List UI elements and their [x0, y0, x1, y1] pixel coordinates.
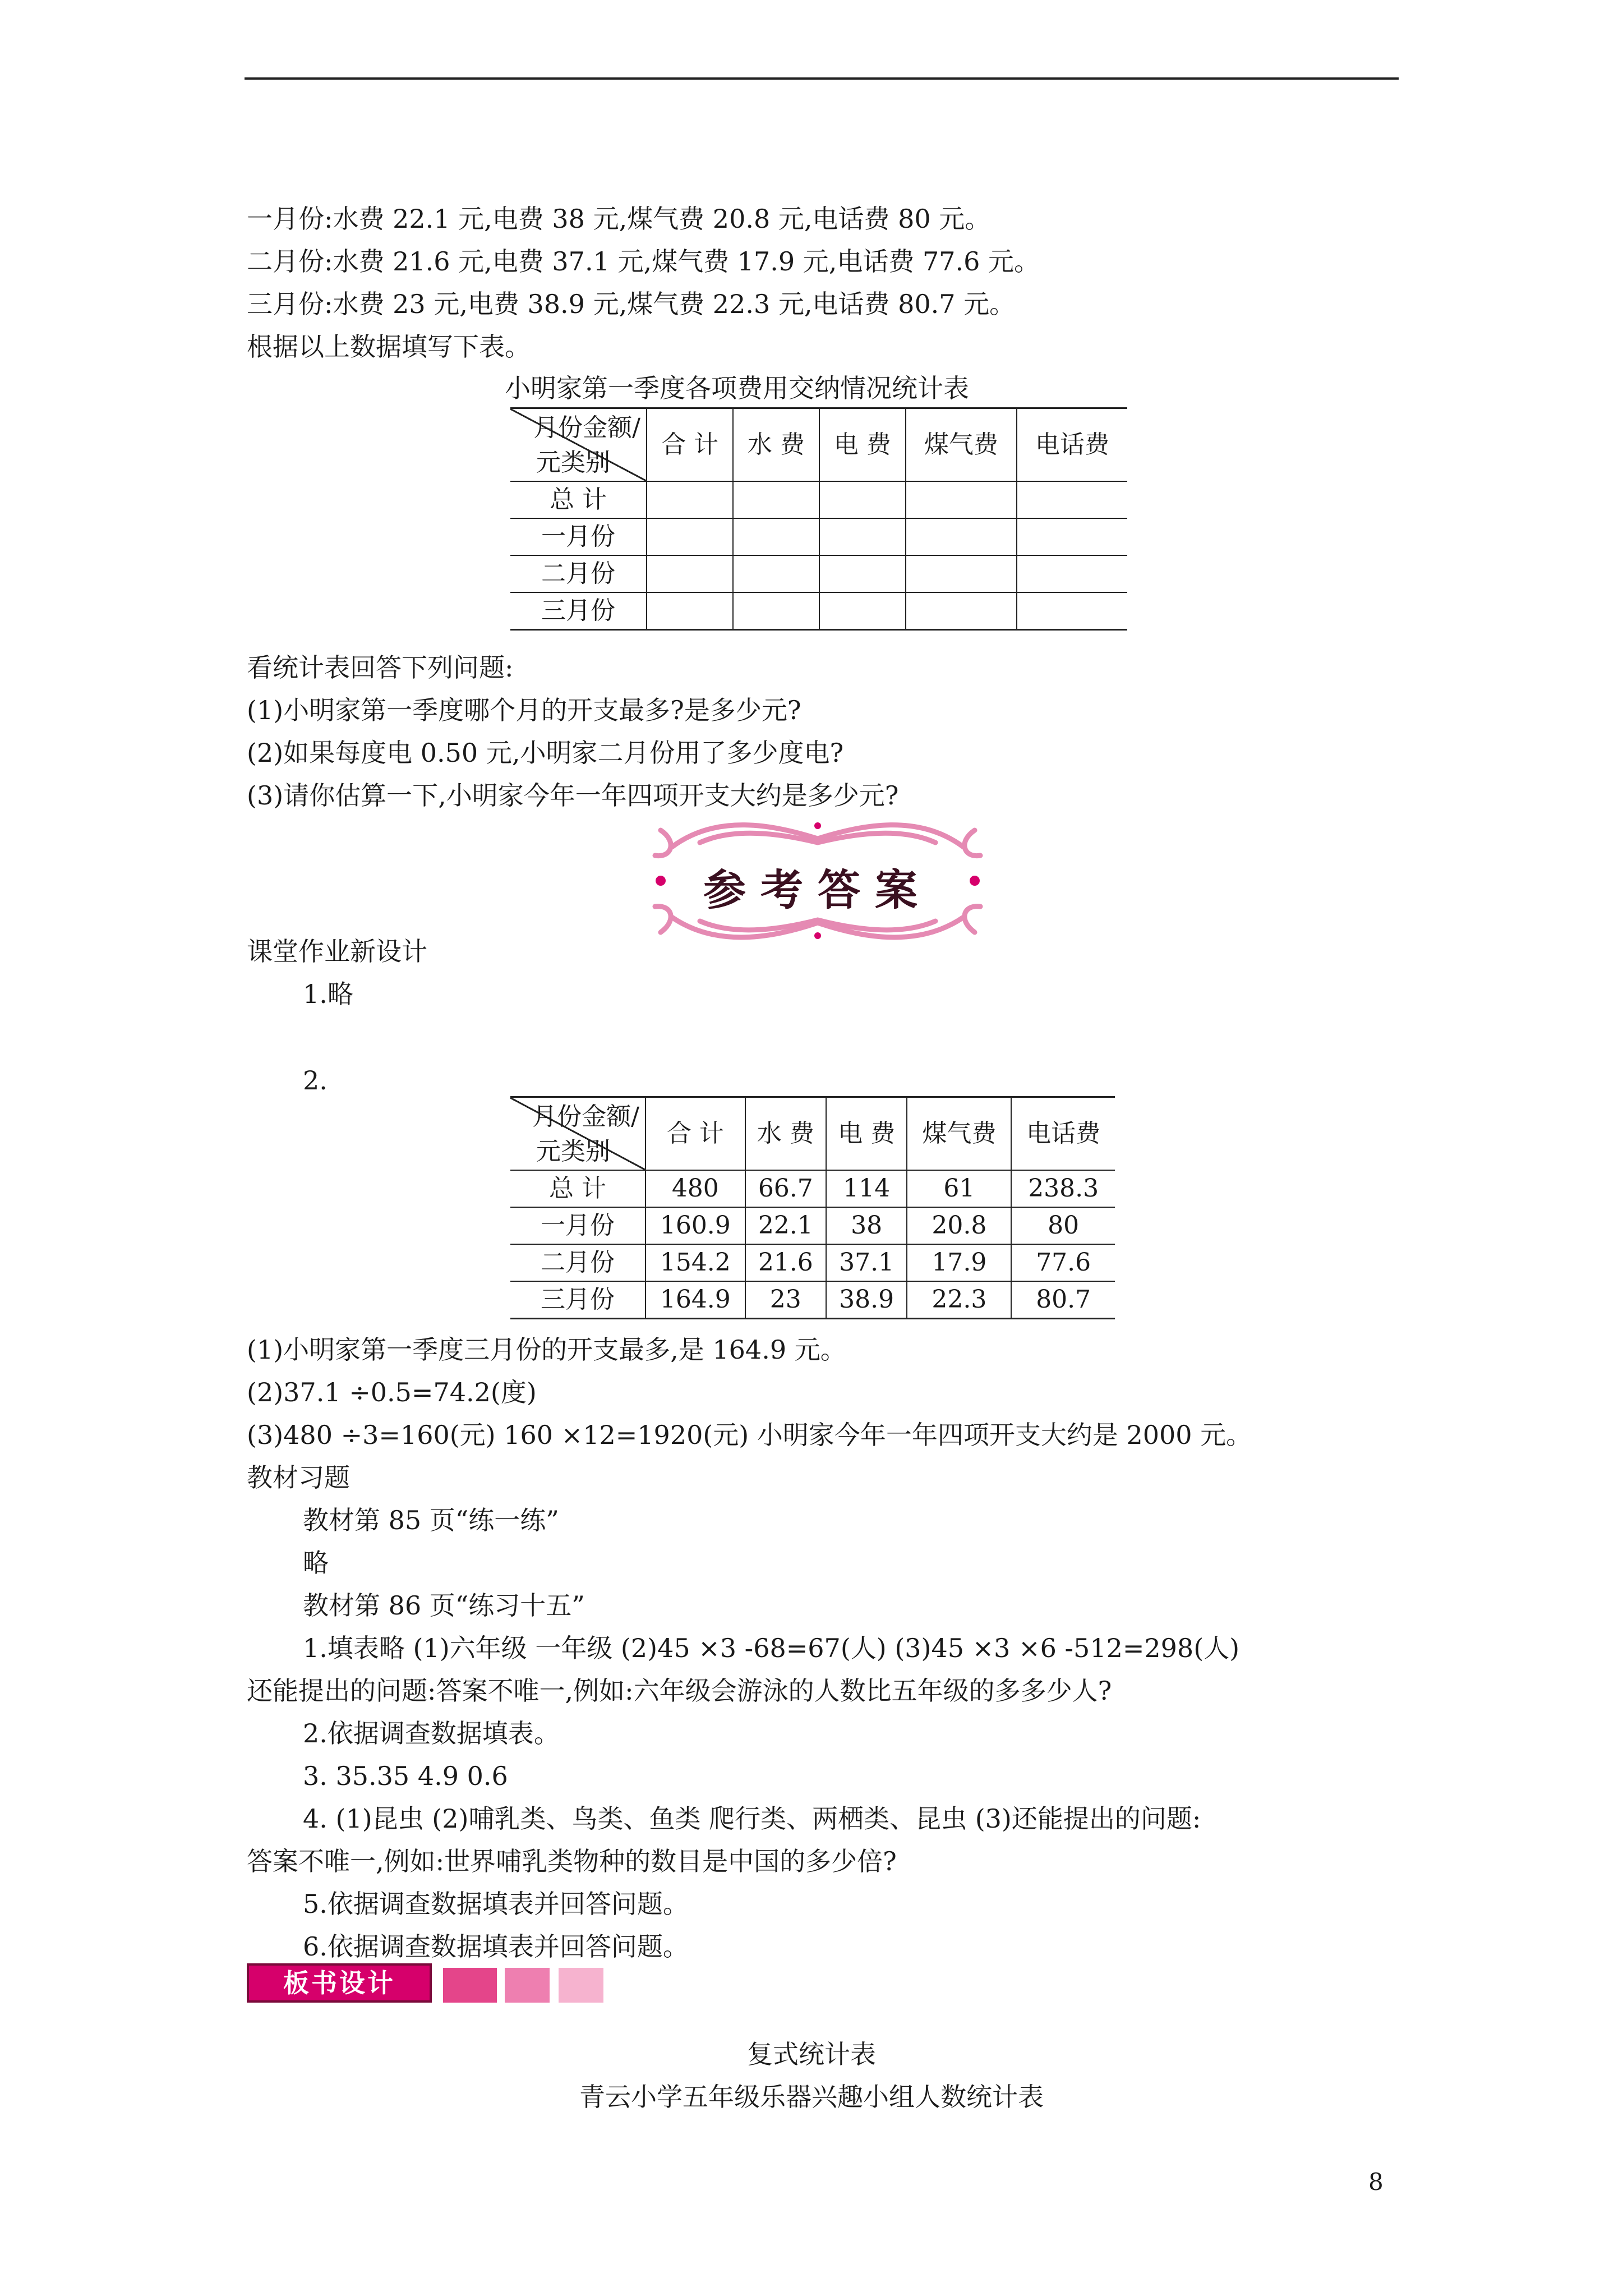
table-row	[510, 592, 1127, 630]
blank-cell[interactable]	[733, 592, 819, 630]
intro-line-4: 根据以上数据填写下表。	[247, 332, 531, 362]
table-cell: 61	[907, 1170, 1011, 1207]
table-cell: 66.7	[745, 1170, 826, 1207]
page-number: 8	[1368, 2168, 1384, 2196]
section-heading-textbook: 教材习题	[247, 1462, 350, 1493]
exercise-3: 3. 35.35 4.9 0.6	[303, 1761, 508, 1791]
result-1: (1)小明家第一季度三月份的开支最多,是 164.9 元。	[247, 1335, 846, 1365]
blank-cell[interactable]	[647, 555, 733, 592]
table-cell: 80	[1011, 1207, 1115, 1244]
table-row	[510, 1281, 1115, 1319]
section-heading-classwork: 课堂作业新设计	[247, 936, 427, 967]
table1-title: 小明家第一季度各项费用交纳情况统计表	[505, 373, 969, 403]
decor-square-dark	[443, 1968, 497, 2003]
table-cell: 17.9	[907, 1244, 1011, 1281]
blank-cell[interactable]	[733, 481, 819, 518]
col-header-water: 水 费	[733, 408, 819, 482]
answer-2-label: 2.	[303, 1065, 328, 1096]
col-header-total: 合 计	[645, 1097, 745, 1171]
table-cell: 77.6	[1011, 1244, 1115, 1281]
question-2: (2)如果每度电 0.50 元,小明家二月份用了多少度电?	[247, 738, 844, 768]
row-label-total: 总 计	[510, 481, 647, 518]
intro-line-3: 三月份:水费 23 元,电费 38.9 元,煤气费 22.3 元,电话费 80.7 元。	[247, 289, 1016, 319]
question-1: (1)小明家第一季度哪个月的开支最多?是多少元?	[247, 695, 801, 725]
table-cell: 37.1	[826, 1244, 907, 1281]
questions-lead: 看统计表回答下列问题:	[247, 652, 514, 683]
textbook-ref-86: 教材第 86 页“练习十五”	[303, 1590, 585, 1621]
table-row	[510, 555, 1127, 592]
diag-label-top: 月份金额/	[533, 413, 640, 442]
table-cell: 22.3	[907, 1281, 1011, 1319]
table-cell: 23	[745, 1281, 826, 1319]
textbook-ref-85: 教材第 85 页“练一练”	[303, 1505, 559, 1535]
table-cell: 480	[645, 1170, 745, 1207]
row-label-mar: 三月份	[510, 592, 647, 630]
diag-label-top: 月份金额/	[532, 1102, 639, 1131]
col-header-phone: 电话费	[1011, 1097, 1115, 1171]
table-cell: 114	[826, 1170, 907, 1207]
blank-cell[interactable]	[819, 592, 906, 630]
blank-cell[interactable]	[733, 518, 819, 555]
answer-banner-title: 参考答案	[703, 865, 932, 915]
fees-table-filled	[510, 1096, 1115, 1319]
blank-cell[interactable]	[906, 592, 1017, 630]
row-label: 三月份	[510, 1281, 645, 1319]
intro-line-1: 一月份:水费 22.1 元,电费 38 元,煤气费 20.8 元,电话费 80 元。	[247, 204, 991, 234]
exercise-1: 1.填表略 (1)六年级 一年级 (2)45 ×3 -68=67(人) (3)45 ×3 ×6 -512=298(人)	[303, 1633, 1240, 1663]
diag-label-bottom: 元类别	[536, 1137, 610, 1166]
blank-cell[interactable]	[733, 555, 819, 592]
table-cell: 21.6	[745, 1244, 826, 1281]
exercise-6: 6.依据调查数据填表并回答问题。	[303, 1931, 689, 1962]
table-row	[510, 481, 1127, 518]
row-label-feb: 二月份	[510, 555, 647, 592]
col-header-phone: 电话费	[1017, 408, 1127, 482]
exercise-4: 4. (1)昆虫 (2)哺乳类、鸟类、鱼类 爬行类、两栖类、昆虫 (3)还能提出的问题:	[303, 1803, 1201, 1834]
diag-label-bottom: 元类别	[536, 448, 610, 477]
table-cell: 20.8	[907, 1207, 1011, 1244]
blank-cell[interactable]	[1017, 555, 1127, 592]
blank-cell[interactable]	[1017, 481, 1127, 518]
table-cell: 22.1	[745, 1207, 826, 1244]
blank-cell[interactable]	[819, 518, 906, 555]
blank-cell[interactable]	[906, 555, 1017, 592]
table-cell: 160.9	[645, 1207, 745, 1244]
header-diagonal-cell	[510, 408, 647, 482]
intro-line-2: 二月份:水费 21.6 元,电费 37.1 元,煤气费 17.9 元,电话费 77.6 元。	[247, 246, 1040, 277]
row-label: 二月份	[510, 1244, 645, 1281]
result-3: (3)480 ÷3=160(元) 160 ×12=1920(元) 小明家今年一年四项开支大约是 2000 元。	[247, 1420, 1252, 1450]
blank-cell[interactable]	[647, 518, 733, 555]
col-header-gas: 煤气费	[907, 1097, 1011, 1171]
exercise-5: 5.依据调查数据填表并回答问题。	[303, 1889, 689, 1919]
table-cell: 164.9	[645, 1281, 745, 1319]
exercise-1-continued: 还能提出的问题:答案不唯一,例如:六年级会游泳的人数比五年级的多多少人?	[247, 1676, 1112, 1706]
row-label-jan: 一月份	[510, 518, 647, 555]
board-subtitle: 青云小学五年级乐器兴趣小组人数统计表	[579, 2082, 1044, 2112]
blank-cell[interactable]	[647, 592, 733, 630]
decor-square-mid	[505, 1968, 550, 2003]
blank-cell[interactable]	[819, 555, 906, 592]
blank-cell[interactable]	[819, 481, 906, 518]
col-header-gas: 煤气费	[906, 408, 1017, 482]
table-cell: 38.9	[826, 1281, 907, 1319]
header-diagonal-cell	[510, 1097, 645, 1171]
table-row	[510, 518, 1127, 555]
row-label: 总 计	[510, 1170, 645, 1207]
col-header-total: 合 计	[647, 408, 733, 482]
col-header-electric: 电 费	[819, 408, 906, 482]
decor-square-light	[559, 1968, 603, 2003]
table-cell: 80.7	[1011, 1281, 1115, 1319]
exercise-2: 2.依据调查数据填表。	[303, 1718, 560, 1749]
blank-cell[interactable]	[647, 481, 733, 518]
exercise-4-continued: 答案不唯一,例如:世界哺乳类物种的数目是中国的多少倍?	[247, 1846, 897, 1876]
col-header-electric: 电 费	[826, 1097, 907, 1171]
blank-cell[interactable]	[906, 518, 1017, 555]
blank-cell[interactable]	[1017, 518, 1127, 555]
col-header-water: 水 费	[745, 1097, 826, 1171]
fees-table-blank	[510, 407, 1127, 631]
header-rule	[245, 77, 1399, 80]
blank-cell[interactable]	[906, 481, 1017, 518]
row-label: 一月份	[510, 1207, 645, 1244]
question-3: (3)请你估算一下,小明家今年一年四项开支大约是多少元?	[247, 780, 899, 811]
table-cell: 38	[826, 1207, 907, 1244]
blank-cell[interactable]	[1017, 592, 1127, 630]
table-row	[510, 1244, 1115, 1281]
textbook-ref-85-answer: 略	[303, 1548, 329, 1578]
table-row	[510, 1170, 1115, 1207]
table-cell: 238.3	[1011, 1170, 1115, 1207]
table-cell: 154.2	[645, 1244, 745, 1281]
table-row	[510, 1207, 1115, 1244]
board-design-tag: 板书设计	[247, 1963, 432, 2003]
board-title: 复式统计表	[747, 2039, 876, 2069]
result-2: (2)37.1 ÷0.5=74.2(度)	[247, 1377, 537, 1407]
answer-1: 1.略	[303, 979, 353, 1009]
answer-banner	[638, 808, 997, 954]
